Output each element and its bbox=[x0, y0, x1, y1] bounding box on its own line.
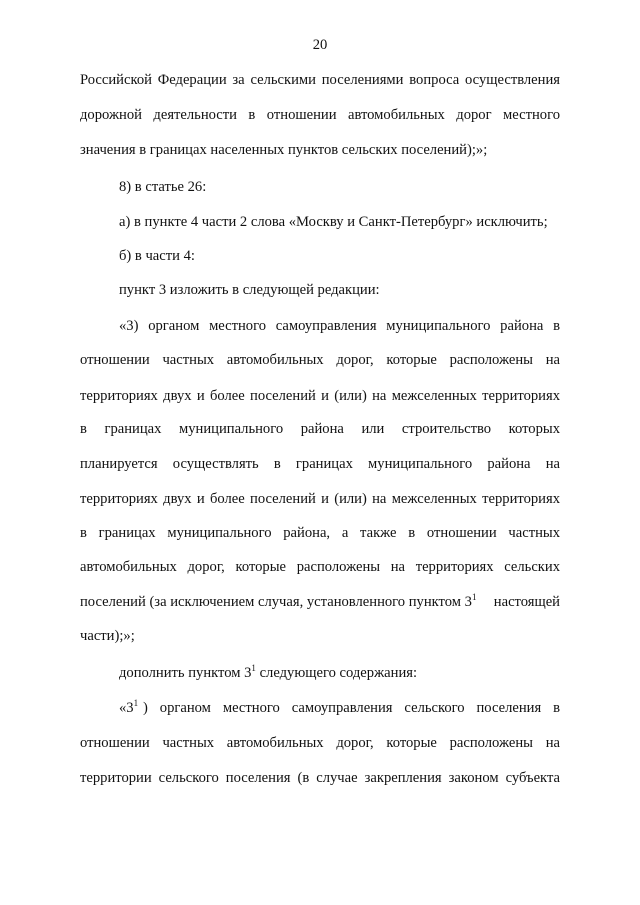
text-line: 8) в статье 26: bbox=[119, 179, 207, 195]
text-line: пункт 3 изложить в следующей редакции: bbox=[119, 282, 380, 298]
text-line: отношении частных автомобильных дорог, которые расположены на bbox=[80, 735, 560, 751]
superscript: 1 bbox=[133, 698, 139, 708]
text-segment: дополнить пунктом 3 bbox=[119, 665, 252, 681]
text-segment: ) органом местного самоуправления сельского поселения в bbox=[143, 700, 560, 716]
text-line: в границах муниципального района или строительство которых bbox=[80, 421, 560, 437]
text-segment: поселений (за исключением случая, установленного пунктом 3 bbox=[80, 594, 472, 610]
text-line: автомобильных дорог, которые расположены на территориях сельских bbox=[80, 559, 560, 575]
text-line: отношении частных автомобильных дорог, которые расположены на bbox=[80, 352, 560, 368]
text-segment: следующего содержания: bbox=[259, 665, 418, 681]
text-line: дорожной деятельности в отношении автомобильных дорог местного bbox=[80, 107, 560, 123]
text-segment: настоящей bbox=[493, 594, 560, 610]
text-line: в границах муниципального района, а также в отношении частных bbox=[80, 525, 560, 541]
text-line: части);»; bbox=[80, 628, 135, 644]
text-segment: «3 bbox=[119, 700, 134, 716]
text-line: б) в части 4: bbox=[119, 248, 195, 264]
superscript: 1 bbox=[251, 663, 256, 673]
text-line: территории сельского поселения (в случае закрепления законом субъекта bbox=[80, 770, 560, 786]
text-line: «3) органом местного самоуправления муниципального района в bbox=[119, 318, 560, 334]
page-number: 20 bbox=[312, 37, 328, 53]
text-line: территориях двух и более поселений и (или) на межселенных территориях bbox=[80, 491, 560, 507]
text-line bbox=[119, 663, 417, 683]
text-line bbox=[119, 698, 560, 718]
text-line bbox=[80, 592, 560, 612]
text-line: планируется осуществлять в границах муниципального района на bbox=[80, 456, 560, 472]
superscript: 1 bbox=[471, 592, 477, 602]
text-line: территориях двух и более поселений и (или) на межселенных территориях bbox=[80, 388, 560, 404]
text-line: Российской Федерации за сельскими поселениями вопроса осуществления bbox=[80, 72, 560, 88]
text-line: значения в границах населенных пунктов сельских поселений);»; bbox=[80, 142, 488, 158]
text-line: а) в пункте 4 части 2 слова «Москву и Санкт-Петербург» исключить; bbox=[119, 214, 548, 230]
